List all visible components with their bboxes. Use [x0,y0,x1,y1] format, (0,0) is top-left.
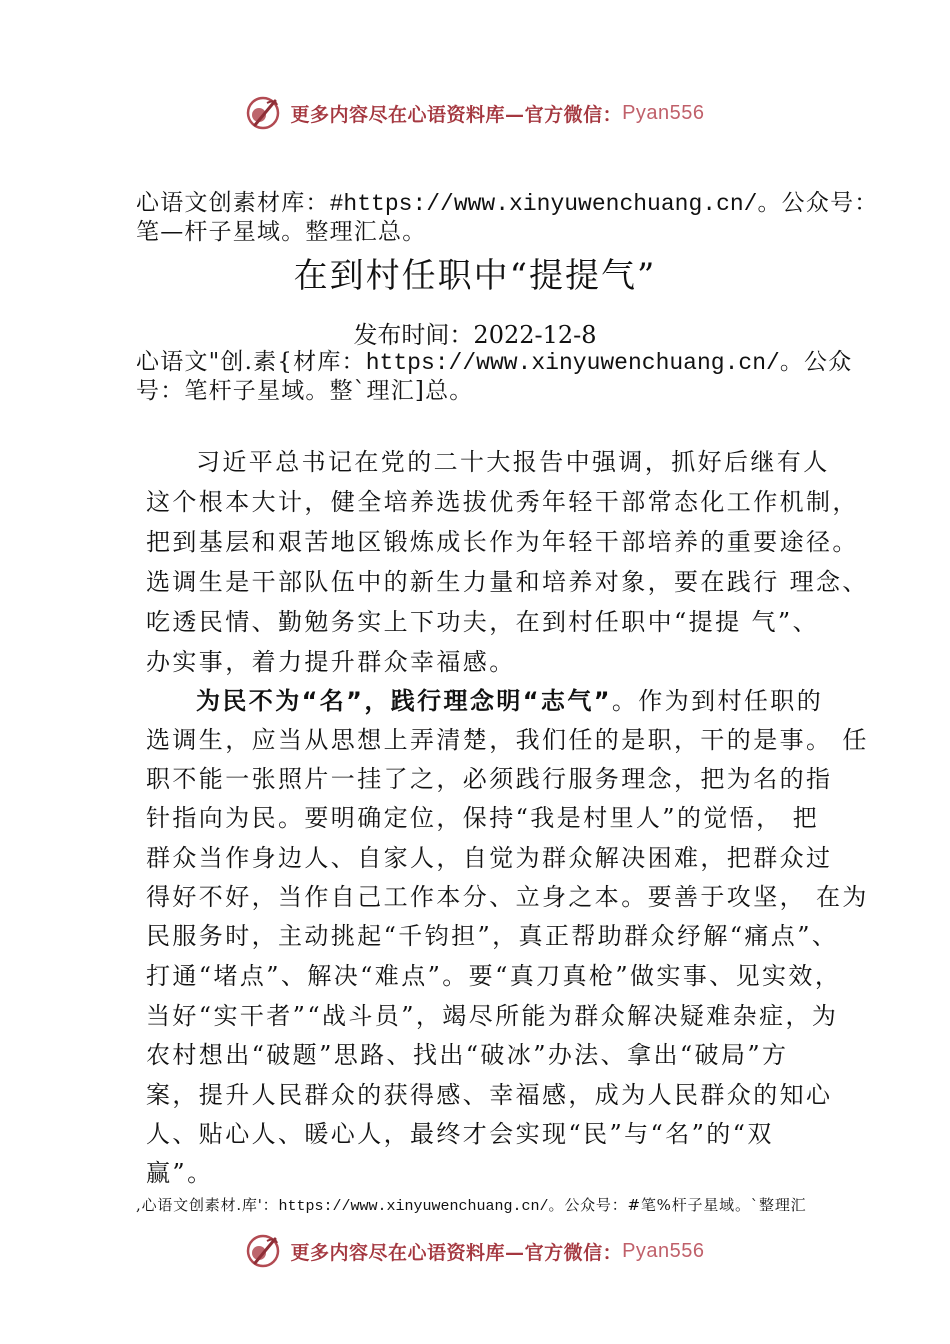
xinyu-logo-icon [245,1233,281,1269]
footer-banner [0,1233,950,1277]
paragraph-1-line: 选调生是干部队伍中的新生力量和培养对象，要在践行 理念、 [146,568,869,596]
paragraph-2-line: 人、贴心人、暖心人，最终才会实现“民”与“名”的“双 [146,1120,774,1148]
paragraph-2-first-line: 为民不为“名”，践行理念明“志气”。作为到村任职的 [196,687,824,715]
source-note-1-line1: 心语文创素材库：#https://www.xinyuwenchuang.cn/。公众号： [136,190,879,217]
footer-url[interactable]: https://www.xinyuwenchuang.cn/ [278,1198,549,1215]
banner-wechat-label: 官方微信： [524,103,623,126]
paragraph-2-line: 打通“堵点”、解决“难点”。要“真刀真枪”做实事、见实效， [146,962,842,990]
header-banner [0,95,950,139]
paragraph-1-line: 把到基层和艰苦地区锻炼成长作为年轻干部培养的重要途径。 [146,528,859,556]
footer-source-note: ,心语文创素材.库'：https://www.xinyuwenchuang.cn/。公众号：#笔%杆子星域。`整理汇 [136,1196,807,1215]
paragraph-1-line: 习近平总书记在党的二十大报告中强调，抓好后继有人 [196,448,830,476]
banner-wechat-id: Pyan556 [622,101,705,124]
paragraph-2-line: 农村想出“破题”思路、找出“破冰”办法、拿出“破局”方 [146,1041,789,1069]
paragraph-2-line: 民服务时，主动挑起“千钧担”，真正帮助群众纾解“痛点”、 [146,922,839,950]
source-url[interactable]: #https://www.xinyuwenchuang.cn/ [329,191,758,217]
banner-wechat-id: Pyan556 [622,1239,705,1262]
paragraph-2-line: 选调生，应当从思想上弄清楚，我们任的是职，干的是事。 任 [146,726,869,754]
paragraph-1-line: 这个根本大计，健全培养选拔优秀年轻干部常态化工作机制， [146,488,859,516]
paragraph-2-line: 赢”。 [146,1159,214,1187]
publish-date: 发布时间：2022-12-8 [353,321,597,349]
paragraph-2-line: 案，提升人民群众的获得感、幸福感，成为人民群众的知心 [146,1081,833,1109]
paragraph-2-line: 针指向为民。要明确定位，保持“我是村里人”的觉悟， 把 [146,804,819,832]
xinyu-logo-icon [245,95,281,131]
paragraph-2-line: 当好“实干者”“战斗员”，竭尽所能为群众解决疑难杂症，为 [146,1002,839,1030]
banner-text: 更多内容尽在心语资料库— [290,1241,525,1264]
page-title: 在到村任职中“提提气” [293,256,657,296]
source-note-1-line2: 笔—杆子星域。整理汇总。 [136,219,427,245]
section-heading: 为民不为“名”，践行理念明“志气” [196,687,612,715]
banner-text: 更多内容尽在心语资料库— [290,103,525,126]
banner-wechat-label: 官方微信： [524,1241,623,1264]
paragraph-2-line: 职不能一张照片一挂了之，必须践行服务理念，把为名的指 [146,765,833,793]
paragraph-2-line: 群众当作身边人、自家人，自觉为群众解决困难，把群众过 [146,844,833,872]
paragraph-1-line: 吃透民情、勤勉务实上下功夫，在到村任职中“提提 气”、 [146,608,819,636]
paragraph-1-line: 办实事，着力提升群众幸福感。 [146,648,516,676]
source-note-2-line1: 心语文"创.素{材库：https://www.xinyuwenchuang.cn/。公众 [136,349,853,376]
paragraph-2-line: 得好不好，当作自己工作本分、立身之本。要善于攻坚， 在为 [146,883,869,911]
source-url-2[interactable]: https://www.xinyuwenchuang.cn/ [365,350,780,376]
source-note-2-line2: 号：笔杆子星域。整`理汇]总。 [136,378,474,404]
